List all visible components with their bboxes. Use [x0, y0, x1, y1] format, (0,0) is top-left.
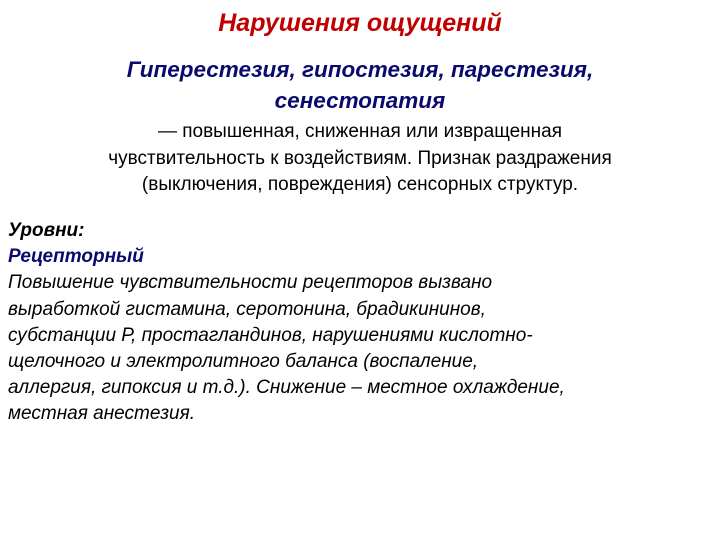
receptor-level-heading: Рецепторный: [8, 246, 144, 268]
slide-title: Нарушения ощущений: [218, 9, 502, 37]
subtitle-line: сенестопатия: [274, 88, 446, 113]
levels-heading: Уровни:: [8, 220, 85, 241]
definition-line: — повышенная, сниженная или извращенная: [157, 121, 563, 142]
description-line: аллергия, гипоксия и т.д.). Снижение – местное охлаждение,: [8, 377, 565, 399]
definition-line: чувствительность к воздействиям. Признак раздражения: [108, 147, 612, 169]
description-line: щелочного и электролитного баланса (воспаление,: [8, 351, 479, 373]
description-line: выработкой гистамина, серотонина, брадикининов,: [8, 298, 486, 320]
definition-text: [10, 119, 710, 199]
description-line: Повышение чувствительности рецепторов вызвано: [8, 272, 493, 294]
definition-line: (выключения, повреждения) сенсорных структур.: [141, 174, 579, 195]
levels-section: [8, 218, 714, 428]
description-line: субстанции Р, простагландинов, нарушениями кислотно-: [8, 324, 533, 346]
subtitle-line: Гиперестезия, гипостезия, парестезия,: [126, 57, 594, 82]
description-line: местная анестезия.: [8, 403, 196, 425]
slide-subtitle: [40, 54, 680, 116]
